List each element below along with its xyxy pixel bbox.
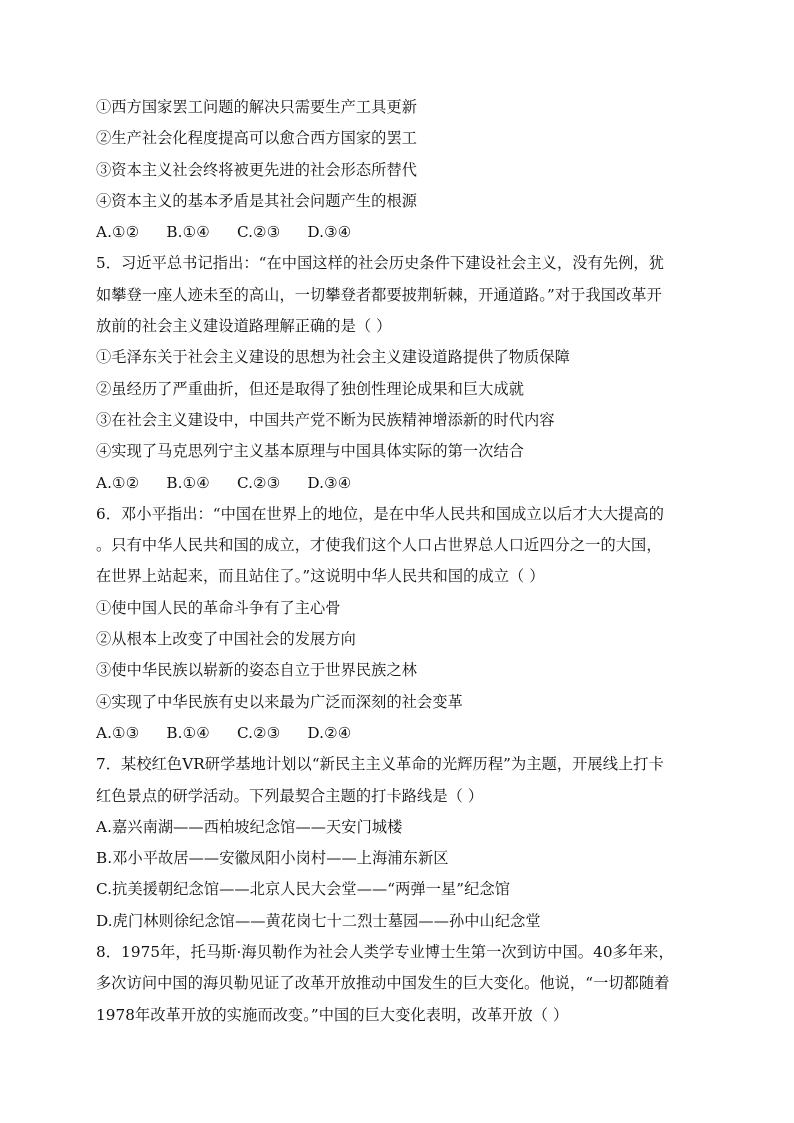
statement-3: ③资本主义社会终将被更先进的社会形态所替代 (96, 160, 418, 179)
stem-line: 在世界上站起来，而且站住了。”这说明中华人民共和国的成立（ ） (96, 567, 545, 586)
choice-b[interactable]: B.①④ (166, 723, 210, 742)
statement-4: ④资本主义的基本矛盾是其社会问题产生的根源 (96, 191, 418, 210)
stem-line: 1978年改革开放的实施而改变。”中国的巨大变化表明，改革开放（ ） (96, 1005, 569, 1024)
stem-line: 如攀登一座人迹未至的高山，一切攀登者都要披荆斩棘，开通道路。”对于我国改革开 (96, 285, 662, 304)
question-6-statements (96, 593, 716, 718)
choice-a[interactable]: A.①② (96, 223, 140, 242)
statement-4: ④实现了中华民族有史以来最为广泛而深刻的社会变革 (96, 692, 463, 711)
stem-line: 5．习近平总书记指出：“在中国这样的社会历史条件下建设社会主义，没有先例，犹 (96, 254, 664, 273)
choice-c[interactable]: C.②③ (236, 223, 281, 242)
choice-d[interactable]: D.③④ (307, 223, 352, 242)
choice-a[interactable]: A.①② (96, 473, 140, 492)
choice-b[interactable]: B.①④ (166, 473, 210, 492)
question-5-choices (96, 468, 716, 499)
question-8-stem (96, 937, 716, 1031)
stem-line: 放前的社会主义建设道路理解正确的是（ ） (96, 317, 392, 336)
question-7-stem (96, 749, 716, 812)
question-4-statements (96, 92, 716, 217)
statement-2: ②从根本上改变了中国社会的发展方向 (96, 630, 356, 649)
choice-a[interactable]: A.①③ (96, 723, 140, 742)
stem-line: 8．1975年，托马斯·海贝勒作为社会人类学专业博士生第一次到访中国。40多年来， (96, 943, 674, 962)
question-5-stem (96, 248, 716, 342)
stem-line: 7．某校红色VR研学基地计划以“新民主主义革命的光辉历程”为主题，开展线上打卡 (96, 755, 664, 774)
choice-d[interactable]: D.②④ (307, 723, 352, 742)
option-c[interactable]: C.抗美援朝纪念馆——北京人民大会堂——“两弹一星”纪念馆 (96, 880, 511, 899)
stem-line: 。只有中华人民共和国的成立，才使我们这个人口占世界总人口近四分之一的大国， (96, 536, 662, 555)
stem-line: 6．邓小平指出：“中国在世界上的地位，是在中华人民共和国成立以后才大大提高的 (96, 504, 664, 523)
option-a[interactable]: A.嘉兴南湖——西柏坡纪念馆——天安门城楼 (96, 817, 403, 836)
statement-1: ①西方国家罢工问题的解决只需要生产工具更新 (96, 98, 418, 116)
choice-c[interactable]: C.②③ (236, 473, 281, 492)
statement-1: ①使中国人民的革命斗争有了主心骨 (96, 598, 341, 617)
question-4-choices (96, 217, 716, 248)
choice-c[interactable]: C.②③ (236, 723, 281, 742)
question-7-options (96, 812, 716, 937)
question-5-statements (96, 342, 716, 467)
stem-line: 多次访问中国的海贝勒见证了改革开放推动中国发生的巨大变化。他说，“一切都随着 (96, 974, 670, 993)
exam-page (96, 92, 716, 1031)
option-b[interactable]: B.邓小平故居——安徽凤阳小岗村——上海浦东新区 (96, 849, 449, 868)
statement-1: ①毛泽东关于社会主义建设的思想为社会主义建设道路提供了物质保障 (96, 348, 570, 367)
question-6-stem (96, 499, 716, 593)
statement-3: ③使中华民族以崭新的姿态自立于世界民族之林 (96, 661, 418, 680)
option-d[interactable]: D.虎门林则徐纪念馆——黄花岗七十二烈士墓园——孙中山纪念堂 (96, 911, 541, 930)
question-6-choices (96, 718, 716, 749)
statement-2: ②虽经历了严重曲折，但还是取得了独创性理论成果和巨大成就 (96, 379, 525, 398)
choice-d[interactable]: D.③④ (307, 473, 352, 492)
stem-line: 红色景点的研学活动。下列最契合主题的打卡路线是（ ） (96, 786, 484, 805)
statement-4: ④实现了马克思列宁主义基本原理与中国具体实际的第一次结合 (96, 442, 525, 461)
statement-3: ③在社会主义建设中，中国共产党不断为民族精神增添新的时代内容 (96, 410, 555, 429)
statement-2: ②生产社会化程度提高可以愈合西方国家的罢工 (96, 129, 418, 148)
choice-b[interactable]: B.①④ (166, 223, 210, 242)
